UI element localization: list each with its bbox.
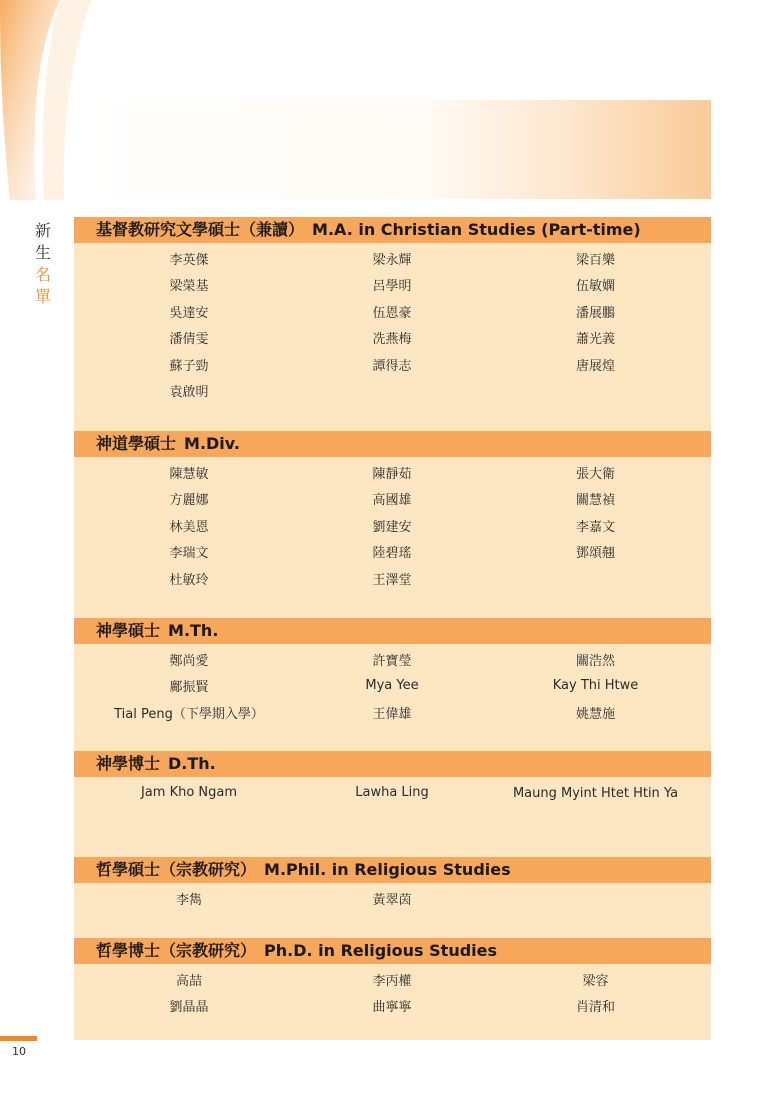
student-name: 袁啟明 <box>169 385 209 401</box>
name-row <box>74 272 711 299</box>
section-title-en: Ph.D. in Religious Studies <box>264 941 498 960</box>
student-name: Tial Peng（下學期入學） <box>114 706 264 722</box>
student-name: 李瑞文 <box>169 546 209 562</box>
page-number: 10 <box>12 1045 26 1058</box>
side-title-char: 單 <box>34 287 51 306</box>
name-row <box>74 325 711 352</box>
name-list <box>74 883 711 912</box>
student-name: 鄺振賢 <box>169 680 209 696</box>
name-row <box>74 351 711 378</box>
student-name: 梁永輝 <box>372 252 412 268</box>
student-name: Kay Thi Htwe <box>552 678 639 694</box>
name-row <box>74 512 711 539</box>
student-name: 陳慧敏 <box>169 466 209 482</box>
student-name: Mya Yee <box>365 678 419 694</box>
student-name: 劉晶晶 <box>169 1000 209 1016</box>
student-name: 唐展煌 <box>575 358 615 374</box>
name-row <box>74 486 711 513</box>
student-name: 林美恩 <box>169 519 209 535</box>
student-name: 潘倩雯 <box>169 332 209 348</box>
section-title-en: M.A. in Christian Studies (Part-time) <box>312 220 641 239</box>
section-header <box>74 217 711 243</box>
student-name: 姚慧施 <box>575 706 615 722</box>
student-name: 張大衛 <box>575 466 615 482</box>
name-list <box>74 243 711 404</box>
student-name: 梁百樂 <box>575 252 615 268</box>
name-row <box>74 673 711 700</box>
section-header <box>74 857 711 883</box>
section-dth <box>74 751 711 829</box>
side-title-char: 新 <box>34 221 51 240</box>
section-title-en: M.Div. <box>184 434 240 453</box>
student-name: 肖清和 <box>575 1000 615 1016</box>
name-row <box>74 245 711 272</box>
section-title-zh: 哲學博士（宗教研究） <box>96 941 257 960</box>
student-name: 梁榮基 <box>169 279 209 295</box>
student-name: 許寶瑩 <box>372 653 412 669</box>
student-name: 杜敏玲 <box>169 572 209 588</box>
section-title-zh: 神學碩士 <box>96 621 161 640</box>
student-name: 鄭尚愛 <box>169 653 209 669</box>
name-row <box>74 298 711 325</box>
student-name: 方麗娜 <box>169 493 209 509</box>
student-name: 高喆 <box>175 973 202 989</box>
student-name: 高國雄 <box>372 493 412 509</box>
student-name: 李英傑 <box>169 252 209 268</box>
student-name: 陳靜茹 <box>372 466 412 482</box>
name-row <box>74 885 711 912</box>
student-name: 譚得志 <box>372 358 412 374</box>
name-row <box>74 699 711 726</box>
student-name: 李雋 <box>175 892 202 908</box>
section-title-zh: 哲學碩士（宗教研究） <box>96 860 257 879</box>
section-mphil <box>74 857 711 912</box>
student-name: 王澤堂 <box>372 572 412 588</box>
section-title-zh: 神學博士 <box>96 754 161 773</box>
header-banner <box>82 100 711 199</box>
student-name: 伍敏嫻 <box>575 279 615 295</box>
section-title-zh: 神道學碩士 <box>96 434 177 453</box>
section-header <box>74 751 711 777</box>
section-header <box>74 431 711 457</box>
student-name: 陸碧瑤 <box>372 546 412 562</box>
name-row <box>74 966 711 993</box>
student-list-panel <box>74 217 711 1040</box>
section-title-en: M.Phil. in Religious Studies <box>264 860 511 879</box>
student-name: 梁容 <box>582 973 609 989</box>
student-name: 王偉雄 <box>372 706 412 722</box>
name-list <box>74 777 711 829</box>
section-ma-christian-studies <box>74 217 711 404</box>
student-name: 伍恩豪 <box>372 305 412 321</box>
section-mdiv <box>74 431 711 592</box>
name-row <box>74 565 711 592</box>
name-row <box>74 378 711 405</box>
student-name: 劉建安 <box>372 519 412 535</box>
side-title <box>32 220 54 308</box>
section-title-en: D.Th. <box>168 754 216 773</box>
student-name: 呂學明 <box>372 279 412 295</box>
student-name: 鄧頌翹 <box>575 546 615 562</box>
student-name: 李嘉文 <box>575 519 615 535</box>
name-row <box>74 539 711 566</box>
student-name: 蕭光義 <box>575 332 615 348</box>
student-name: 曲寧寧 <box>372 1000 412 1016</box>
student-name: 冼燕梅 <box>372 332 412 348</box>
student-name: Maung Myint Htet Htin Ya <box>512 786 679 801</box>
name-row <box>74 779 711 829</box>
student-name: 黃翠茵 <box>372 892 412 908</box>
section-mth <box>74 618 711 726</box>
student-name: 李丙權 <box>372 973 412 989</box>
student-name: 吳達安 <box>169 305 209 321</box>
section-header <box>74 938 711 964</box>
footer-accent-bar <box>0 1036 37 1041</box>
name-list <box>74 457 711 592</box>
name-row <box>74 459 711 486</box>
side-title-char: 生 <box>34 243 51 262</box>
section-header <box>74 618 711 644</box>
section-phd <box>74 938 711 1019</box>
student-name: Jam Kho Ngam <box>140 785 238 800</box>
student-name: 潘展鵬 <box>575 305 615 321</box>
student-name: 蘇子勁 <box>169 358 209 374</box>
name-list <box>74 964 711 1019</box>
name-row <box>74 646 711 673</box>
student-name: Lawha Ling <box>355 785 429 800</box>
section-title-zh: 基督教研究文學碩士（兼讀） <box>96 220 305 239</box>
student-name: 關浩然 <box>575 653 615 669</box>
student-name: 關慧禎 <box>575 493 615 509</box>
name-list <box>74 644 711 726</box>
section-title-en: M.Th. <box>168 621 219 640</box>
side-title-char: 名 <box>34 265 51 284</box>
name-row <box>74 993 711 1020</box>
